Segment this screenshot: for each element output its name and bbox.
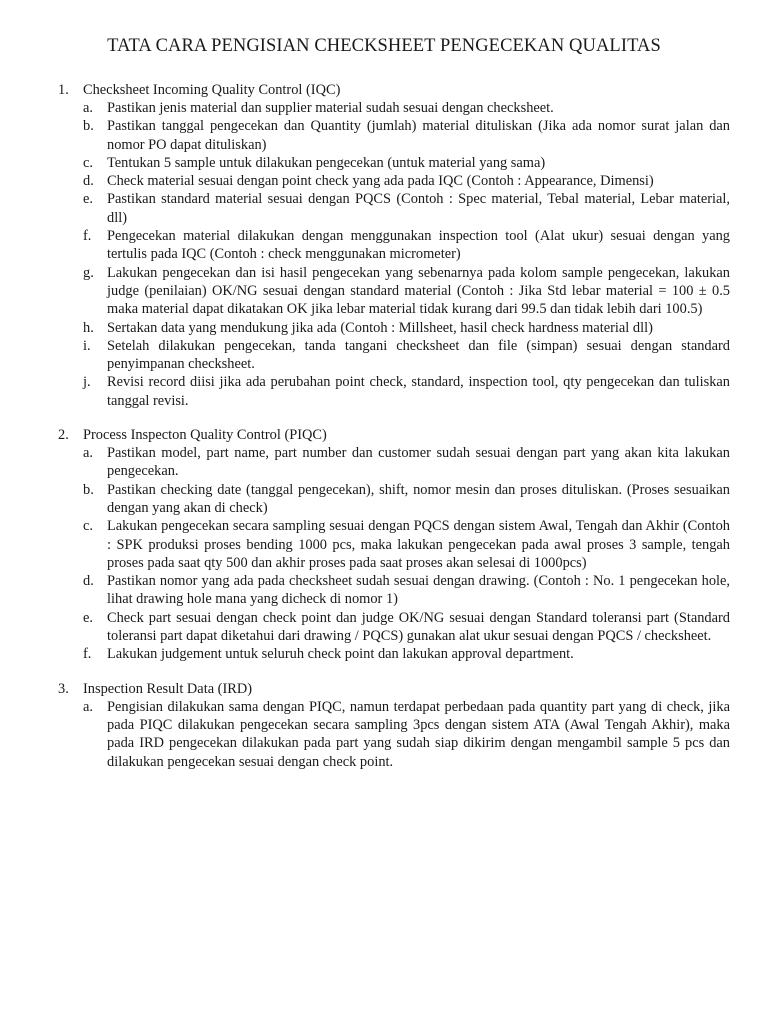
- list-item: [58, 117, 730, 154]
- section-heading: [58, 81, 730, 99]
- item-text: Pastikan nomor yang ada pada checksheet sudah sesuai dengan drawing. (Contoh : No. 1 pengecekan hole, lihat drawing hole mana yang dicheck di nomor 1): [107, 573, 730, 608]
- list-item: [58, 481, 730, 518]
- item-text: Pengecekan material dilakukan dengan menggunakan inspection tool (Alat ukur) sesuai dengan yang tertulis pada IQC (Contoh : check menggunakan micrometer): [107, 228, 730, 263]
- item-letter: e.: [83, 609, 93, 626]
- item-text: Pastikan jenis material dan supplier material sudah sesuai dengan checksheet.: [107, 100, 554, 116]
- list-item: [58, 572, 730, 609]
- item-text: Pastikan model, part name, part number dan customer sudah sesuai dengan part yang akan kita lakukan pengecekan.: [107, 445, 730, 480]
- item-text: Pastikan checking date (tanggal pengecekan), shift, nomor mesin dan proses dituliskan. (Proses sesuaikan dengan yang akan di check): [107, 481, 730, 516]
- section-heading: [58, 680, 730, 698]
- section-2: [58, 426, 730, 664]
- list-item: [58, 99, 730, 117]
- list-item: [58, 517, 730, 572]
- section-heading-text: Inspection Result Data (IRD): [83, 680, 253, 697]
- item-letter: h.: [83, 319, 94, 336]
- item-text: Lakukan pengecekan secara sampling sesuai dengan PQCS dengan sistem Awal, Tengah dan Akhir (Contoh : SPK produksi proses bending 1000 pcs, maka lakukan pengecekan pada awal proses 3 sample, tengah proses pada saat qty 500 dan akhir proses pada saat proses akan selesai di 1000pcs): [107, 518, 730, 571]
- list-item: [58, 319, 730, 337]
- section-number: 2.: [58, 427, 69, 444]
- list-item: [58, 444, 730, 481]
- section-number: 3.: [58, 680, 69, 697]
- item-letter: a.: [83, 445, 93, 462]
- list-item: [58, 172, 730, 190]
- item-letter: j.: [83, 374, 91, 391]
- item-letter: d.: [83, 573, 94, 590]
- section-heading: [58, 426, 730, 444]
- section-heading-text: Checksheet Incoming Quality Control (IQC): [83, 82, 341, 98]
- item-letter: c.: [83, 518, 93, 535]
- list-item: [58, 609, 730, 646]
- item-list: [58, 444, 730, 664]
- section-heading-text: Process Inspecton Quality Control (PIQC): [83, 427, 327, 444]
- item-text: Check part sesuai dengan check point dan judge OK/NG sesuai dengan Standard toleransi part (Standard toleransi part dapat diketahui dari drawing / PQCS) gunakan alat ukur sesuai dengan PQCS / checksheet.: [107, 609, 730, 645]
- list-item: [58, 227, 730, 264]
- item-text: Pastikan standard material sesuai dengan PQCS (Contoh : Spec material, Tebal material, Lebar material, dll): [107, 191, 730, 226]
- document-title: TATA CARA PENGISIAN CHECKSHEET PENGECEKAN QUALITAS: [107, 36, 661, 56]
- item-letter: a.: [83, 698, 93, 715]
- list-item: [58, 337, 730, 374]
- section-1: [58, 81, 730, 410]
- item-list: [58, 698, 730, 771]
- item-letter: g.: [83, 264, 94, 281]
- item-text: Check material sesuai dengan point check yang ada pada IQC (Contoh : Appearance, Dimensi): [107, 173, 654, 190]
- item-text: Pastikan tanggal pengecekan dan Quantity (jumlah) material dituliskan (Jika ada nomor surat jalan dan nomor PO dapat dituliskan): [107, 118, 730, 153]
- item-letter: b.: [83, 481, 94, 498]
- item-letter: f.: [83, 228, 92, 245]
- item-letter: e.: [83, 191, 93, 208]
- item-text: Pengisian dilakukan sama dengan PIQC, namun terdapat perbedaan pada quantity part yang di check, jika pada PIQC dilakukan pengecekan secara sampling 3pcs dengan sistem ATA (Awal Tengah Akhir), maka pada IRD pengecekan dilakukan pada part yang sudah siap dikirim dengan mengambil sample 5 pcs dan dilakukan pengecekan sesuai dengan check point.: [107, 698, 730, 770]
- item-letter: c.: [83, 154, 93, 171]
- list-item: [58, 190, 730, 227]
- item-letter: f.: [83, 646, 92, 663]
- item-text: Tentukan 5 sample untuk dilakukan pengecekan (untuk material yang sama): [107, 154, 546, 171]
- item-text: Sertakan data yang mendukung jika ada (Contoh : Millsheet, hasil check hardness material dll): [107, 319, 653, 336]
- item-letter: b.: [83, 118, 94, 135]
- item-text: Revisi record diisi jika ada perubahan point check, standard, inspection tool, qty pengecekan dan tuliskan tanggal revisi.: [107, 374, 730, 409]
- item-letter: a.: [83, 100, 93, 116]
- item-text: Lakukan pengecekan dan isi hasil pengecekan yang sebenarnya pada kolom sample pengecekan, lakukan judge (penilaian) OK/NG sesuai dengan standard material (Contoh : Jika Std lebar material = 100 ± 0.5 maka material dapat dikatakan OK jika lebar material tidak kurang dari 99.5 dan tidak lebih dari 100.5): [107, 264, 730, 318]
- section-3: [58, 680, 730, 771]
- item-text: Setelah dilakukan pengecekan, tanda tangani checksheet dan file (simpan) sesuai dengan standard penyimpanan checksheet.: [107, 337, 730, 373]
- list-item: [58, 645, 730, 663]
- sections-container: [58, 81, 730, 771]
- item-list: [58, 99, 730, 410]
- item-letter: i.: [83, 337, 91, 354]
- section-number: 1.: [58, 82, 69, 98]
- list-item: [58, 373, 730, 410]
- item-letter: d.: [83, 173, 94, 190]
- item-text: Lakukan judgement untuk seluruh check point dan lakukan approval department.: [107, 646, 574, 663]
- list-item: [58, 154, 730, 172]
- list-item: [58, 264, 730, 319]
- list-item: [58, 698, 730, 771]
